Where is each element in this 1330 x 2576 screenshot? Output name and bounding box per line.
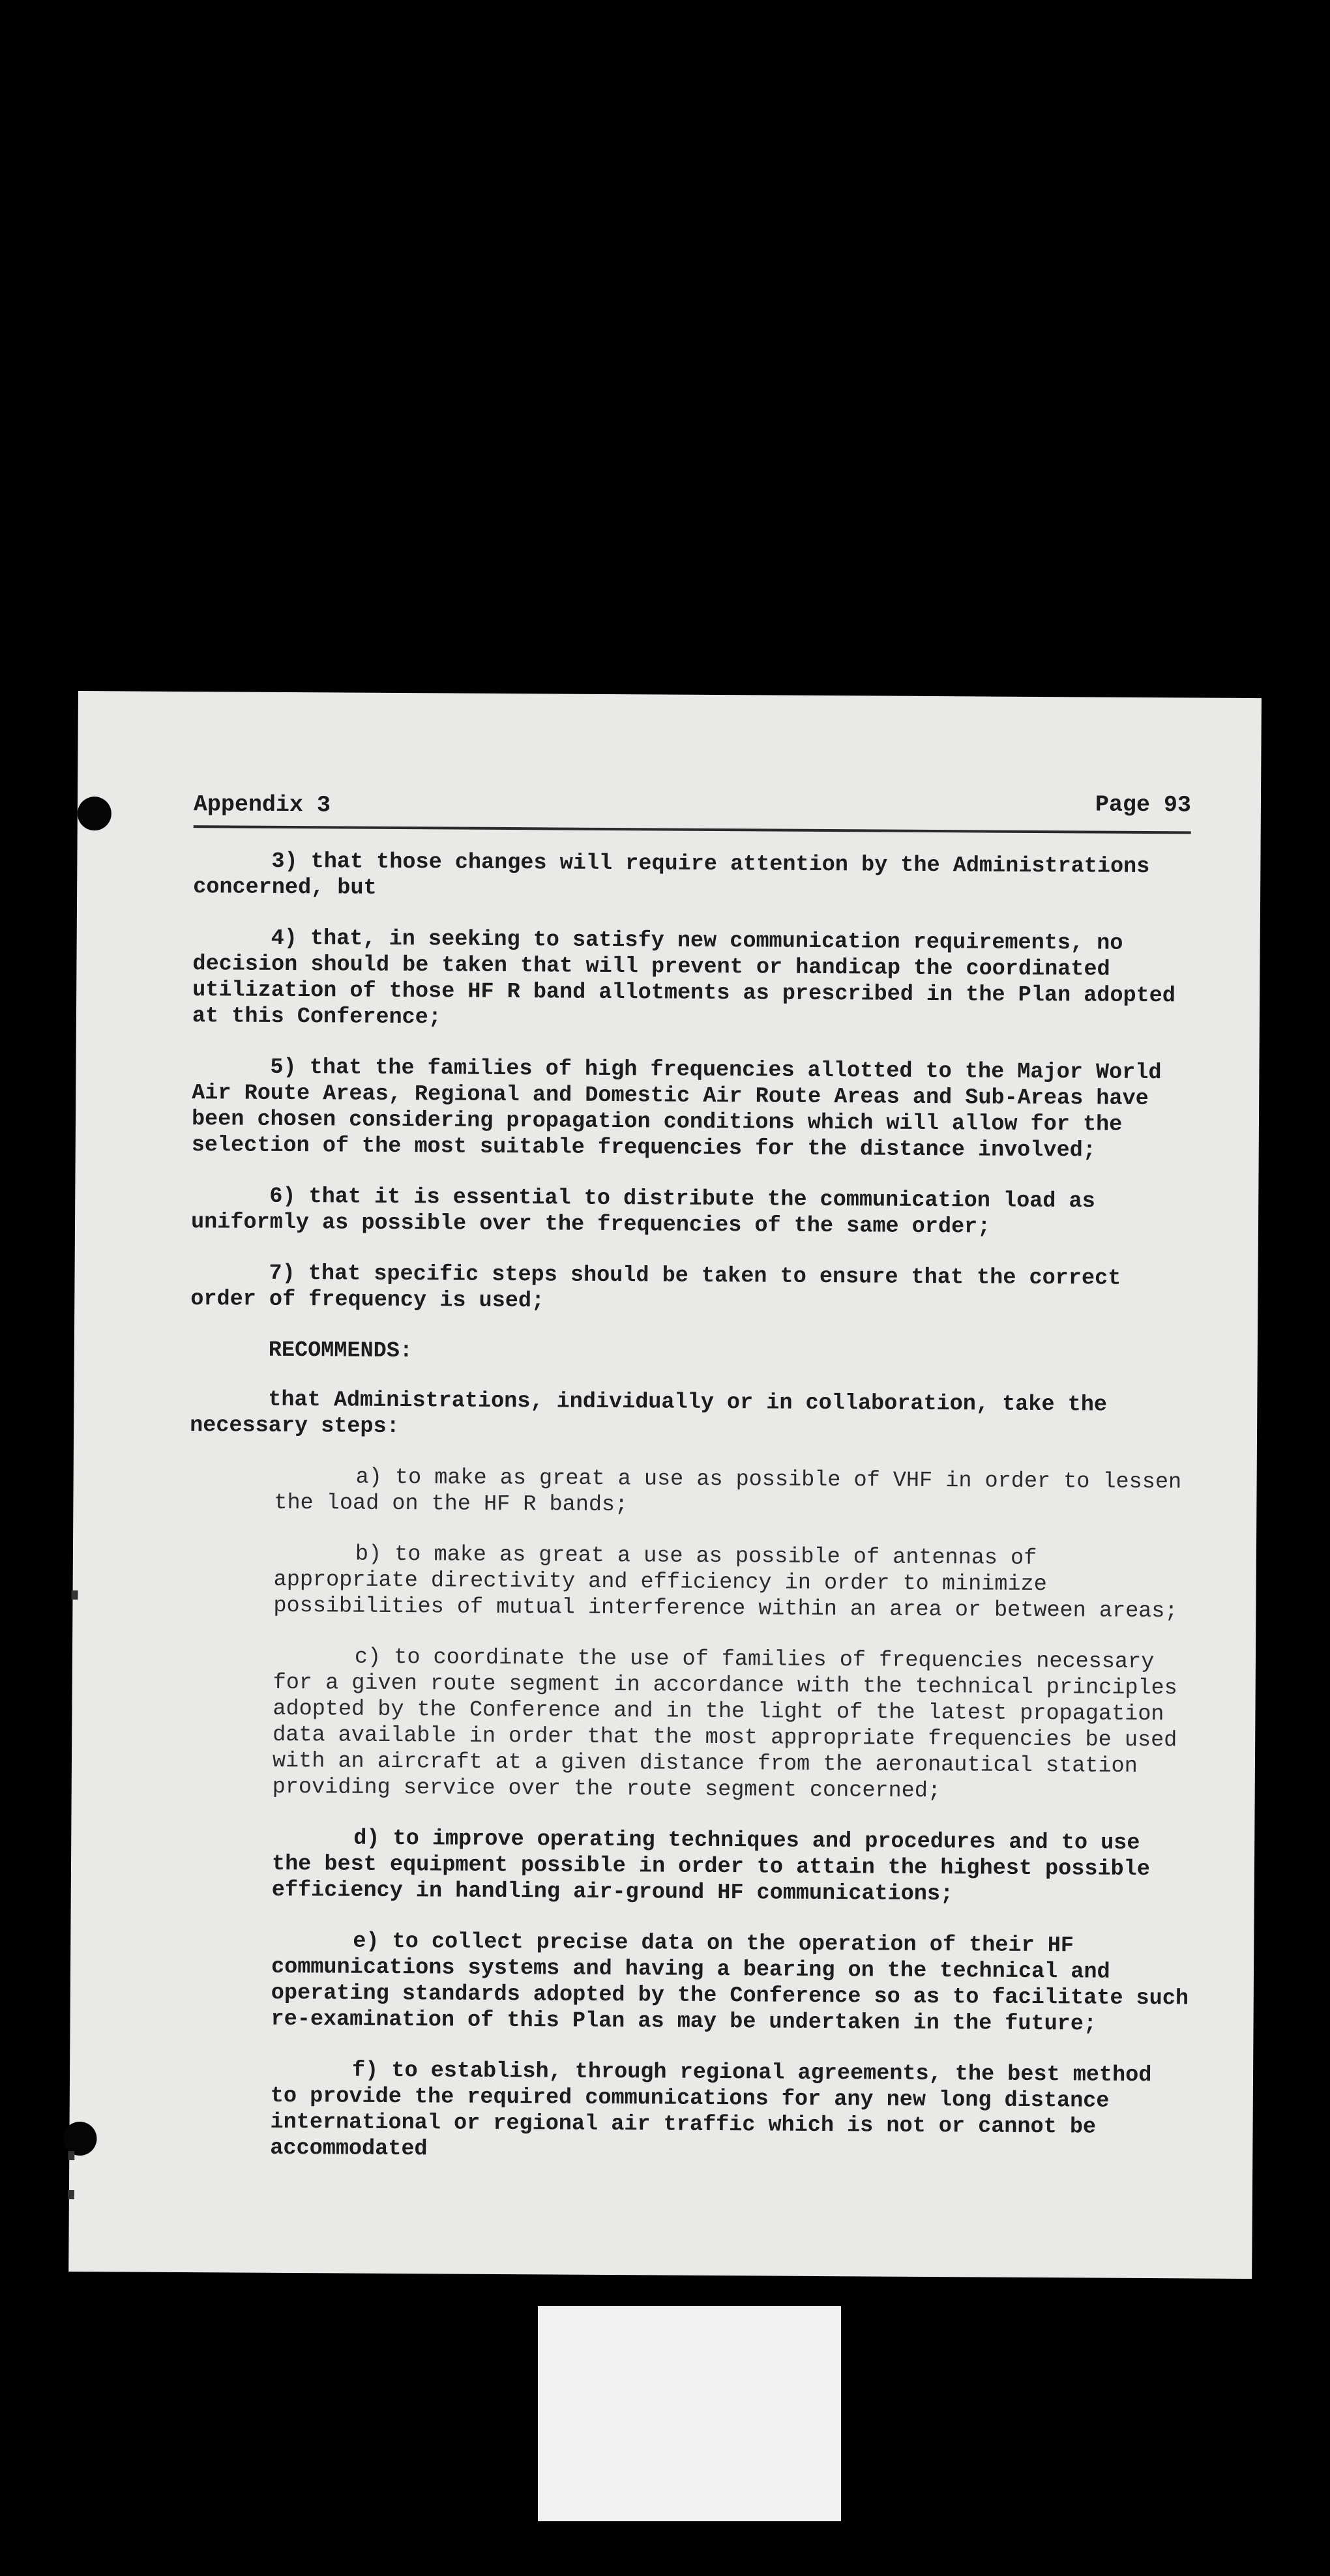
document-body [185, 848, 1198, 2191]
recommends-heading: RECOMMENDS: [268, 1338, 413, 1364]
punch-hole-top [78, 797, 111, 830]
page-edge-mark [68, 2151, 74, 2160]
recommendation-b: b) to make as great a use as possible of antennas of appropriate directivity and efficiency in order to minimize possibilities of mutual interference within an area or between areas; [273, 1542, 1178, 1624]
clause-4: 4) that, in seeking to satisfy new communication requirements, no decision should be taken that will prevent or handicap the coordinated utilization of those HF R band allotments as prescribed in the Plan adopted at this Conference; [192, 926, 1176, 1031]
recommendation-intro: that Administrations, individually or in collaboration, take the necessary steps: [190, 1387, 1108, 1440]
appendix-label: Appendix 3 [193, 791, 331, 819]
page-header [194, 786, 1191, 834]
clause-5: 5) that the families of high frequencies allotted to the Major World Air Route Areas, Regional and Domestic Air Route Areas and Sub-Areas have been chosen considering propagation conditions which will allow for the selection of the most suitable frequencies for the distance involved; [191, 1055, 1162, 1164]
page-number: Page 93 [1095, 791, 1192, 819]
recommendation-f: f) to establish, through regional agreements, the best method to provide the required communications for any new long distance international or regional air traffic which is not or cannot be accommodated [270, 2058, 1152, 2162]
clause-6: 6) that it is essential to distribute the communication load as uniformly as possible over the frequencies of the same order; [190, 1184, 1095, 1240]
document-page [68, 691, 1262, 2279]
page-edge-mark [71, 1590, 78, 1600]
paper-slip [538, 2306, 841, 2521]
recommendation-c: c) to coordinate the use of families of frequencies necessary for a given route segment in accordance with the technical principles adopted by the Conference and in the light of the latest propagation data available in order that the most appropriate frequencies be used with an aircraft at a given distance from the aeronautical station providing service over the route segment concerned; [272, 1645, 1177, 1804]
clause-3: 3) that those changes will require attention by the Administrations concerned, but [193, 849, 1150, 901]
recommendation-e: e) to collect precise data on the operation of their HF communications systems and having a bearing on the technical and operating standards adopted by the Conference so as to facilitate such re-examination of this Plan as may be undertaken in the future; [271, 1929, 1189, 2037]
recommendation-a: a) to make as great a use as possible of VHF in order to lessen the load on the HF R bands; [274, 1465, 1182, 1518]
clause-7: 7) that specific steps should be taken to ensure that the correct order of frequency is used; [190, 1261, 1121, 1314]
page-edge-mark [68, 2190, 74, 2199]
recommendation-d: d) to improve operating techniques and procedures and to use the best equipment possible in order to attain the highest possible efficiency in handling air-ground HF communications; [271, 1826, 1151, 1907]
